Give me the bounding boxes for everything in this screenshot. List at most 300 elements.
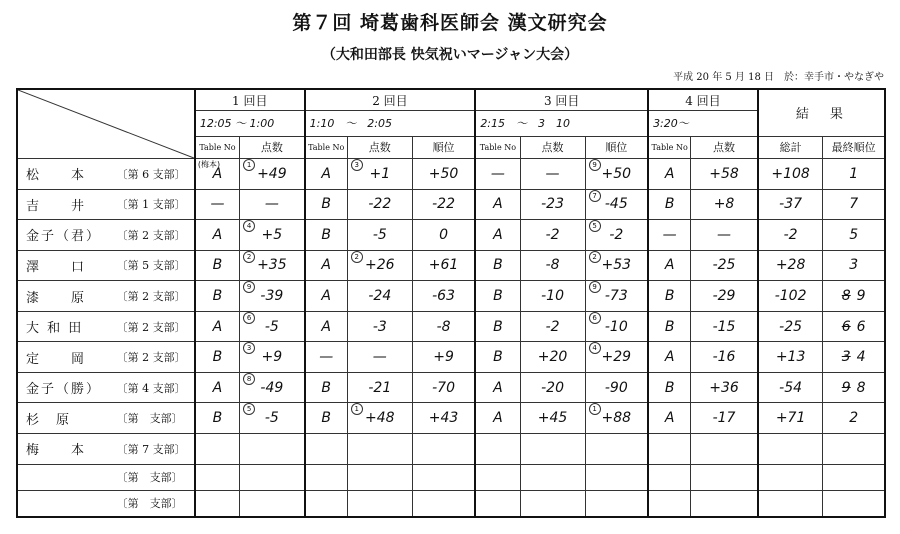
r4-points-value: —: [717, 226, 732, 243]
header-corner: [17, 89, 195, 158]
r4-table-no: [648, 158, 691, 189]
total-score: [758, 464, 823, 490]
r1-points: [240, 464, 305, 490]
player-branch: 〔第 支部〕: [117, 403, 195, 434]
r3-rank: [585, 220, 648, 251]
r3-rank: [585, 281, 648, 312]
r1-points: [240, 220, 305, 251]
r3-rank: [585, 434, 648, 465]
r1-table-no: [195, 250, 240, 281]
r3-rank: [585, 158, 648, 189]
player-name: 金子（君）: [17, 220, 117, 251]
r4-table-no: [648, 342, 691, 373]
r2-points: [347, 250, 412, 281]
round-rank-circle: 4: [589, 342, 601, 354]
final-rank-value: 9: [856, 288, 866, 305]
r2-rank: [412, 220, 475, 251]
player-name: 梅 本: [17, 434, 117, 465]
r3-table-no: [475, 220, 520, 251]
r2-table-no: [305, 434, 348, 465]
r3-rank: [585, 250, 648, 281]
r2-points-value: -21: [368, 379, 392, 396]
r3-table-no: [475, 403, 520, 434]
round-rank-circle: 5: [589, 220, 601, 232]
total-header: 総計: [758, 136, 823, 158]
r2-points: [347, 372, 412, 403]
r1-substitute-note: (梅本): [197, 159, 221, 169]
r1-points: [240, 281, 305, 312]
final-rank-value: 3: [849, 257, 859, 274]
round-rank-circle: 8: [243, 373, 255, 385]
r2-rank: [412, 372, 475, 403]
r1-points: [240, 372, 305, 403]
r3-table-no: [475, 490, 520, 517]
r3-table-no-value: B: [493, 349, 503, 366]
table-row: [17, 464, 885, 490]
r2-points: [347, 403, 412, 434]
round-rank-circle: 1: [589, 403, 601, 415]
r2-table-no-value: B: [321, 226, 331, 243]
r4-points-value: -25: [712, 257, 736, 274]
r4-table-no-value: A: [664, 257, 675, 274]
r3-rank: [585, 189, 648, 220]
r4-table-no-value: B: [664, 196, 675, 213]
r1-points-value: +5: [261, 226, 283, 243]
table-no-header: Table No: [475, 136, 520, 158]
r3-points: [520, 189, 585, 220]
r3-table-no: [475, 189, 520, 220]
r2-rank-value: +50: [428, 165, 459, 182]
r4-table-no: [648, 189, 691, 220]
r3-points-value: -8: [545, 257, 560, 274]
r3-points-value: -20: [541, 379, 564, 396]
total-score: [758, 372, 823, 403]
table-row: [17, 372, 885, 403]
r2-points: [347, 158, 412, 189]
r2-points: [347, 490, 412, 517]
round-time: 12:05 〜 1:00: [195, 111, 305, 137]
crossed-out-rank: 8: [841, 288, 851, 305]
r3-table-no-value: A: [493, 379, 503, 396]
r4-table-no: [648, 490, 691, 517]
round-header: 2 回目: [305, 89, 476, 111]
r4-table-no: [648, 281, 691, 312]
points-header: 点数: [520, 136, 585, 158]
r2-points-value: +26: [365, 257, 395, 274]
r3-rank-value: +50: [601, 165, 632, 182]
r4-table-no-value: A: [664, 165, 675, 182]
player-name: 漆 原: [17, 281, 117, 312]
r3-table-no: [475, 250, 520, 281]
player-branch: 〔第 1 支部〕: [117, 189, 195, 220]
r3-points-value: —: [545, 165, 560, 182]
r3-rank-value: -90: [604, 379, 628, 396]
round-time: 1:10 〜 2:05: [305, 111, 476, 137]
round-rank-circle: 6: [243, 312, 255, 324]
r4-points-value: +8: [713, 196, 735, 213]
final-rank: [823, 158, 885, 189]
player-name: 定 岡: [17, 342, 117, 373]
r3-table-no-value: A: [493, 410, 503, 427]
r2-points: [347, 434, 412, 465]
total-score: [758, 490, 823, 517]
r4-table-no: [648, 311, 691, 342]
player-name: 澤 口: [17, 250, 117, 281]
player-name: [17, 464, 117, 490]
final-rank: [823, 220, 885, 251]
r4-points: [691, 250, 758, 281]
final-rank-value: 7: [849, 196, 859, 213]
r3-points-value: -10: [541, 288, 564, 305]
r1-points: [240, 490, 305, 517]
round-header: 1 回目: [195, 89, 305, 111]
r2-table-no-value: B: [321, 410, 331, 427]
points-header: 点数: [691, 136, 758, 158]
table-row: [17, 250, 885, 281]
result-header: 結 果: [758, 89, 885, 136]
round-rank-circle: 2: [589, 251, 601, 263]
r3-table-no: [475, 158, 520, 189]
table-row: [17, 490, 885, 517]
r4-table-no-value: B: [664, 318, 675, 335]
r4-points: [691, 464, 758, 490]
r4-points-value: +36: [709, 379, 739, 396]
r1-table-no-value: A: [212, 318, 223, 335]
final-rank: [823, 342, 885, 373]
r2-points: [347, 311, 412, 342]
crossed-out-rank: 9: [841, 379, 851, 396]
date-venue-line: 平成 20 年 5 月 18 日 於：幸手市・やなぎや: [673, 72, 884, 83]
r1-table-no: [195, 434, 240, 465]
r3-rank: [585, 464, 648, 490]
r1-points: [240, 189, 305, 220]
r3-points-value: +20: [537, 349, 568, 366]
r2-table-no: [305, 281, 348, 312]
r2-points-value: -24: [368, 288, 392, 305]
r2-table-no-value: A: [321, 165, 331, 182]
r3-table-no-value: B: [493, 288, 503, 305]
r2-points: [347, 342, 412, 373]
r1-points-value: -5: [264, 318, 279, 335]
r3-points: [520, 311, 585, 342]
r3-points: [520, 250, 585, 281]
round-time: 2:15 〜 3 10: [475, 111, 648, 137]
final-rank: [823, 490, 885, 517]
r1-table-no: [195, 158, 240, 189]
r3-points: [520, 220, 585, 251]
r2-rank: [412, 464, 475, 490]
r3-table-no: [475, 372, 520, 403]
table-row: [17, 403, 885, 434]
r1-table-no: [195, 311, 240, 342]
total-score-value: -37: [779, 196, 803, 213]
r2-points-value: +1: [369, 165, 391, 182]
r1-table-no: [195, 464, 240, 490]
r4-points-value: -16: [712, 349, 736, 366]
round-rank-circle: 1: [243, 159, 255, 171]
final-rank-value: 6: [856, 318, 866, 335]
round-rank-circle: 9: [589, 159, 601, 171]
r2-table-no: [305, 372, 348, 403]
r3-rank-value: -45: [604, 196, 628, 213]
round-header: 3 回目: [475, 89, 648, 111]
rank-header: 順位: [585, 136, 648, 158]
r3-table-no-value: B: [493, 318, 503, 335]
r3-points-value: -2: [545, 226, 560, 243]
r1-points-value: -39: [260, 288, 284, 305]
r3-points-value: -23: [541, 196, 564, 213]
r2-rank-value: -8: [436, 318, 451, 335]
r1-points-value: -5: [264, 410, 279, 427]
total-score-value: -102: [774, 288, 807, 305]
table-row: [17, 158, 885, 189]
r2-rank-value: +9: [433, 349, 454, 366]
r1-table-no: [195, 281, 240, 312]
round-rank-circle: 3: [351, 159, 363, 171]
r1-table-no: [195, 372, 240, 403]
round-header: 4 回目: [648, 89, 758, 111]
table-no-header: Table No: [305, 136, 348, 158]
r2-points: [347, 220, 412, 251]
final-rank: [823, 403, 885, 434]
r2-table-no: [305, 220, 348, 251]
r1-table-no-value: A: [212, 226, 223, 243]
total-score: [758, 311, 823, 342]
points-header: 点数: [347, 136, 412, 158]
table-row: [17, 434, 885, 465]
r1-points: [240, 158, 305, 189]
r1-points: [240, 311, 305, 342]
r2-table-no-value: A: [321, 288, 331, 305]
r3-table-no-value: B: [493, 257, 503, 274]
r2-table-no-value: B: [321, 196, 331, 213]
r3-points: [520, 490, 585, 517]
r4-points: [691, 281, 758, 312]
r1-table-no-value: A: [212, 165, 223, 182]
r2-rank: [412, 250, 475, 281]
player-branch: 〔第 2 支部〕: [117, 220, 195, 251]
r4-points: [691, 490, 758, 517]
r2-table-no-value: A: [321, 257, 331, 274]
r1-table-no-value: —: [210, 196, 225, 213]
r3-table-no: [475, 434, 520, 465]
r2-rank-value: +43: [428, 410, 459, 427]
r3-rank: [585, 342, 648, 373]
r4-points-value: -29: [712, 288, 736, 305]
final-rank: [823, 250, 885, 281]
total-score: [758, 342, 823, 373]
r3-rank-value: -10: [604, 318, 628, 335]
r2-points-value: —: [372, 349, 387, 366]
page-title: 第７回 埼葛歯科医師会 漢文研究会: [292, 12, 608, 34]
r4-points-value: -15: [712, 318, 736, 335]
r2-points: [347, 189, 412, 220]
r3-points: [520, 434, 585, 465]
round-rank-circle: 4: [243, 220, 255, 232]
final-rank: [823, 311, 885, 342]
r2-table-no: [305, 189, 348, 220]
r3-table-no-value: —: [490, 165, 505, 182]
round-rank-circle: 9: [589, 281, 601, 293]
r3-rank-value: +29: [601, 349, 632, 366]
r3-rank-value: -2: [609, 226, 624, 243]
total-score: [758, 403, 823, 434]
rank-header: 順位: [412, 136, 475, 158]
total-score-value: +71: [775, 410, 806, 427]
r3-points: [520, 342, 585, 373]
total-score: [758, 158, 823, 189]
r1-points-value: -49: [260, 379, 284, 396]
r2-table-no: [305, 464, 348, 490]
player-branch: 〔第 7 支部〕: [117, 434, 195, 465]
r2-table-no: [305, 342, 348, 373]
final-rank: [823, 281, 885, 312]
r2-rank-value: -63: [432, 288, 455, 305]
r1-table-no-value: A: [212, 379, 223, 396]
page-subtitle: （大和田部長 快気祝いマージャン大会）: [321, 47, 579, 63]
r1-table-no: [195, 189, 240, 220]
player-name: 杉 原: [17, 403, 117, 434]
player-branch: 〔第 2 支部〕: [117, 281, 195, 312]
r3-points-value: +45: [537, 410, 568, 427]
r2-rank-value: +61: [428, 257, 459, 274]
r2-points: [347, 281, 412, 312]
final-rank-value: 1: [849, 165, 859, 182]
r4-table-no-value: —: [662, 226, 677, 243]
r3-table-no: [475, 342, 520, 373]
player-branch: 〔第 支部〕: [117, 490, 195, 517]
r2-table-no: [305, 403, 348, 434]
r4-points: [691, 311, 758, 342]
r4-table-no-value: B: [664, 379, 675, 396]
points-header: 点数: [240, 136, 305, 158]
table-no-header: Table No: [648, 136, 691, 158]
r1-points: [240, 434, 305, 465]
final-rank-header: 最終順位: [823, 136, 885, 158]
r1-table-no-value: B: [212, 410, 223, 427]
r2-points: [347, 464, 412, 490]
r4-points: [691, 434, 758, 465]
r2-rank: [412, 311, 475, 342]
final-rank: [823, 372, 885, 403]
r1-table-no: [195, 342, 240, 373]
final-rank: [823, 434, 885, 465]
r3-rank: [585, 311, 648, 342]
r1-points-value: +9: [261, 349, 283, 366]
r3-table-no: [475, 281, 520, 312]
r4-points: [691, 158, 758, 189]
total-score: [758, 189, 823, 220]
r4-points: [691, 342, 758, 373]
final-rank: [823, 189, 885, 220]
r4-table-no: [648, 434, 691, 465]
r3-rank: [585, 372, 648, 403]
r2-rank: [412, 158, 475, 189]
r3-rank-value: -73: [604, 288, 628, 305]
r4-points: [691, 372, 758, 403]
r2-table-no-value: A: [321, 318, 331, 335]
r3-points-value: -2: [545, 318, 560, 335]
r4-points: [691, 403, 758, 434]
r1-table-no-value: B: [212, 349, 223, 366]
player-branch: 〔第 支部〕: [117, 464, 195, 490]
total-score-value: +13: [775, 349, 806, 366]
r2-table-no: [305, 311, 348, 342]
round-rank-circle: 3: [243, 342, 255, 354]
total-score-value: +28: [775, 257, 806, 274]
total-score: [758, 250, 823, 281]
r1-points-value: +49: [257, 165, 287, 182]
r3-points: [520, 464, 585, 490]
round-rank-circle: 5: [243, 403, 255, 415]
crossed-out-rank: 3: [841, 349, 851, 366]
r2-points-value: -5: [372, 226, 387, 243]
r1-table-no: [195, 403, 240, 434]
player-branch: 〔第 2 支部〕: [117, 342, 195, 373]
total-score-value: -2: [783, 226, 798, 243]
r2-table-no: [305, 158, 348, 189]
player-name: 大 和 田: [17, 311, 117, 342]
crossed-out-rank: 6: [841, 318, 851, 335]
r1-points: [240, 250, 305, 281]
r4-table-no-value: B: [664, 288, 675, 305]
r3-rank: [585, 490, 648, 517]
r4-table-no: [648, 464, 691, 490]
r2-rank: [412, 403, 475, 434]
r3-rank-value: +53: [601, 257, 632, 274]
r4-table-no: [648, 250, 691, 281]
total-score-value: +108: [771, 165, 810, 182]
score-table: [16, 88, 886, 518]
final-rank-value: 4: [856, 349, 866, 366]
r1-points: [240, 342, 305, 373]
total-score: [758, 281, 823, 312]
r2-rank-value: 0: [439, 226, 449, 243]
round-rank-circle: 2: [351, 251, 363, 263]
table-row: [17, 281, 885, 312]
player-branch: 〔第 4 支部〕: [117, 372, 195, 403]
final-rank-value: 8: [856, 379, 866, 396]
table-row: [17, 220, 885, 251]
r4-table-no-value: A: [664, 410, 675, 427]
r2-points-value: -22: [368, 196, 392, 213]
r3-points: [520, 281, 585, 312]
r2-table-no: [305, 490, 348, 517]
round-rank-circle: 7: [589, 190, 601, 202]
r2-rank-value: -22: [432, 196, 455, 213]
table-row: [17, 189, 885, 220]
round-rank-circle: 6: [589, 312, 601, 324]
r4-table-no-value: A: [664, 349, 675, 366]
round-rank-circle: 1: [351, 403, 363, 415]
table-row: [17, 311, 885, 342]
r4-table-no: [648, 403, 691, 434]
r2-points-value: -3: [372, 318, 387, 335]
final-rank: [823, 464, 885, 490]
r1-table-no-value: B: [212, 257, 223, 274]
r1-points-value: —: [264, 196, 279, 213]
diagonal-line: [18, 90, 194, 158]
r1-points-value: +35: [257, 257, 287, 274]
r2-table-no: [305, 250, 348, 281]
total-score: [758, 434, 823, 465]
r2-table-no-value: B: [321, 379, 331, 396]
r2-rank-value: -70: [432, 379, 455, 396]
player-branch: 〔第 6 支部〕: [117, 158, 195, 189]
r3-points: [520, 158, 585, 189]
r1-table-no: [195, 220, 240, 251]
player-name: [17, 490, 117, 517]
